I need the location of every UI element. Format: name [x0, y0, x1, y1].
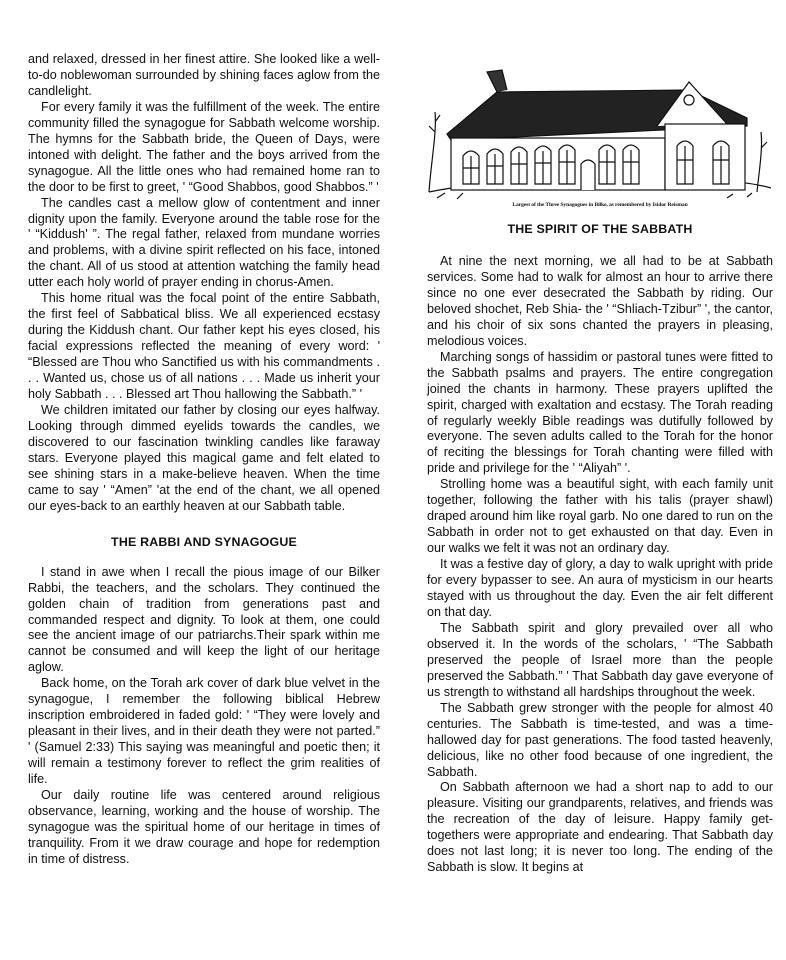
- paragraph: The Sabbath spirit and glory prevailed over all who observed it. In the words of the scholars, ' “The Sabbath preserved the people of Israel more than the people preserved the Sabbath.” ' That Sabbath day gave everyone of us strength to withstand all hardships throughout the week.: [427, 620, 773, 699]
- paragraph: Marching songs of hassidim or pastoral tunes were fitted to the Sabbath psalms and prayers. The entire congregation joined the chants in harmony. These prayers uplifted the spirit, charged with exaltation and ecstasy. The Torah reading of regularly weekly Bible readings was dutifully followed by everyone. The seven adults called to the Torah for the honor of reciting the blessings for Torah chanting were filled with pride and privilege for the ' “Aliyah” '.: [427, 349, 773, 476]
- paragraph: The candles cast a mellow glow of contentment and inner dignity upon the family. Everyone around the table rose for the ' “Kiddush' ”. The regal father, relaxed from mundane worries and problems, with a divine spirit reflected on his face, intoned the chant. All of us stood at attention watching the family head utter each holy world of prayer ending in chorus-Amen.: [28, 195, 380, 290]
- paragraph: For every family it was the fulfillment of the week. The entire community filled the synagogue for Sabbath welcome worship. The hymns for the Sabbath bride, the Queen of Days, were intoned with delight. The father and the boys arrived from the synagogue. All the little ones who had remained home ran to the door to be first to greet, ' “Good Shabbos, good Shabbos.” ': [28, 99, 380, 194]
- right-column: [427, 52, 773, 876]
- paragraph: The Sabbath grew stronger with the people for almost 40 centuries. The Sabbath is time-tested, and was a time-hallowed day for past generations. The food tasted heavenly, delicious, like no other food because of one ingredient, the Sabbath.: [427, 700, 773, 779]
- section-heading-spirit: THE SPIRIT OF THE SABBATH: [507, 222, 693, 236]
- paragraph: At nine the next morning, we all had to be at Sabbath services. Some had to walk for almost an hour to arrive there since no one ever desecrated the Sabbath by riding. Our beloved shochet, Reb Shia- the ' “Shliach-Tzibur” ', the cantor, and his choir of six sons chanted the prayers in pleasing, melodious voices.: [427, 254, 773, 348]
- paragraph: and relaxed, dressed in her finest attire. She looked like a well-to-do noblewoman surrounded by shining faces aglow from the candlelight.: [28, 52, 380, 98]
- paragraph: Strolling home was a beautiful sight, with each family unit together, following the father with his talis (prayer shawl) draped around him like royal garb. No one dared to run on the Sabbath in order not to get exhausted on that day. Even in our walks we felt it was not an ordinary day.: [427, 477, 773, 556]
- paragraph: This home ritual was the focal point of the entire Sabbath, the first feel of Sabbatical bliss. We all experienced ecstasy during the Kiddush chant. Our father kept his eyes closed, his facial expressions reflected the meaning of every word: ' “Blessed are Thou who Sanctified us with his commandments . . . Wanted us, chose us of all nations . . . Made us inherit your holy Sabbath . . . Blessed art Thou hallowing the Sabbath.” ': [28, 291, 380, 402]
- paragraph: On Sabbath afternoon we had a short nap to add to our pleasure. Visiting our grandparents, relatives, and friends was the recreation of the day of leisure. Happy family get-togethers were appropriate and endearing. That Sabbath day does not last long; it is never too long. The ending of the Sabbath is slow. It begins at: [427, 780, 773, 875]
- paragraph: Our daily routine life was centered around religious observance, learning, working and the house of worship. The synagogue was the spiritual home of our heritage in times of tranquility. From it we draw courage and hope for redemption in time of distress.: [28, 787, 380, 866]
- paragraph: It was a festive day of glory, a day to walk upright with pride for every bypasser to see. An aura of mysticism in our hearts stayed with us throughout the day. Even the air felt different on that day.: [427, 557, 773, 619]
- figure-caption: Largest of the Three Synagogues in Bilke, as remembered by Isidor Reisman: [512, 202, 688, 208]
- synagogue-drawing: [427, 52, 773, 202]
- paragraph: We children imitated our father by closing our eyes halfway. Looking through dimmed eyelids towards the candles, we discovered to our fascination twinkling candles like faraway stars. Everyone played this magical game and felt elated to see shining stars in a make-believe heaven. When the time came to say ' “Amen” 'at the end of the chant, we all opened our eyes-back to an earthly heaven at our Sabbath table.: [28, 402, 380, 513]
- section-heading-rabbi: THE RABBI AND SYNAGOGUE: [111, 534, 297, 549]
- synagogue-illustration: [427, 52, 773, 210]
- left-column: [28, 52, 380, 868]
- paragraph: Back home, on the Torah ark cover of dark blue velvet in the synagogue, I remember the following biblical Hebrew inscription embroidered in faded gold: ' “They were lovely and pleasant in their lives, and in their death they were not parted.” ' (Samuel 2:33) This saying was meaningful and poetic then; it will remain a testimony forever to reflect the grim realities of life.: [28, 676, 380, 787]
- paragraph: I stand in awe when I recall the pious image of our Bilker Rabbi, the teachers, and the scholars. They continued the golden chain of tradition from generations past and commanded respect and dignity. To look at them, one could see the ancient image of our patriarchs.Their spark within me cannot be consumed and will keep the light of our heritage aglow.: [28, 564, 380, 675]
